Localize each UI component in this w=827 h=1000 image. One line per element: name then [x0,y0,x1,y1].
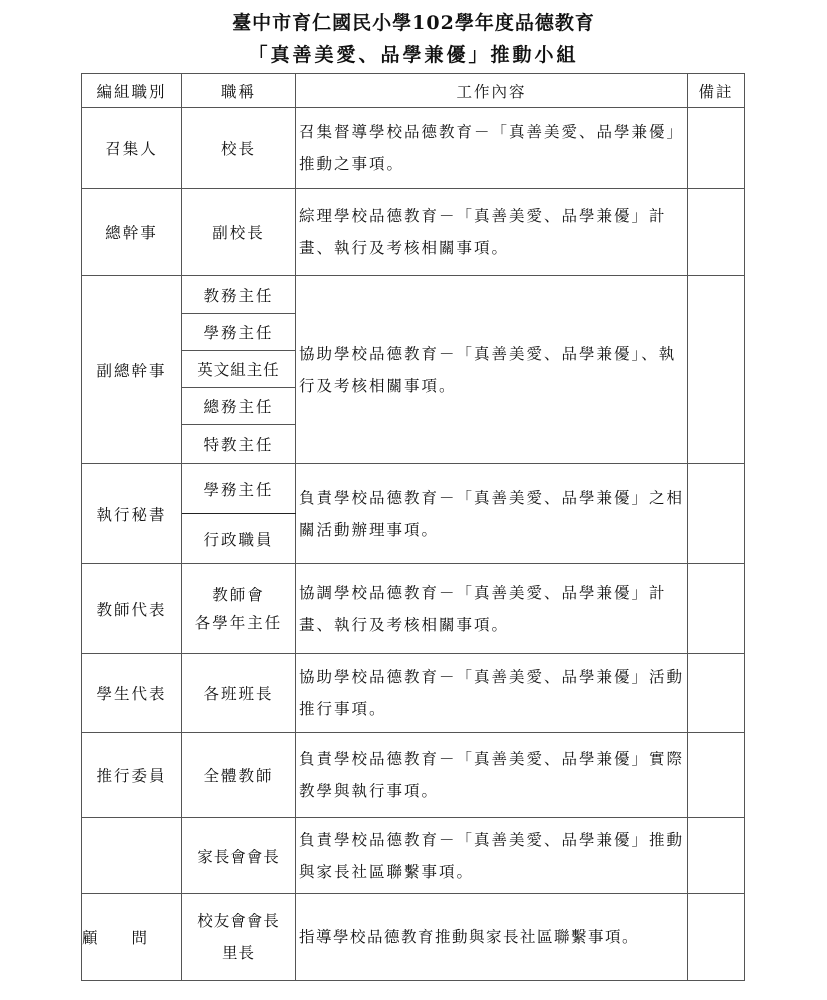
cell-title-line: 校友會會長 [197,912,280,930]
cell-remarks [688,464,745,564]
cell-title: 校長 [182,108,296,189]
table-row [82,654,745,733]
cell-title: 家長會會長 [182,818,296,894]
cell-group-role: 顧問 [82,894,182,981]
cell-group-role [82,818,182,894]
document-title-line-1: 臺中市育仁國民小學102學年度品德教育 [232,12,595,34]
cell-group-role: 執行秘書 [82,464,182,564]
cell-group-role: 教師代表 [82,564,182,654]
header-title: 職稱 [182,74,296,108]
cell-title: 全體教師 [182,733,296,818]
cell-duties: 召集督導學校品德教育－「真善美愛、品學兼優」推動之事項。 [296,108,688,189]
cell-remarks [688,654,745,733]
cell-duties: 指導學校品德教育推動與家長社區聯繫事項。 [296,894,688,981]
cell-duties: 綜理學校品德教育－「真善美愛、品學兼優」計畫、執行及考核相關事項。 [296,189,688,276]
cell-group-role: 學生代表 [82,654,182,733]
table-row [82,276,745,314]
table-header-row [82,74,745,108]
cell-title: 學務主任 [182,314,296,351]
cell-group-role: 召集人 [82,108,182,189]
table-row [82,818,745,894]
cell-duties: 協助學校品德教育－「真善美愛、品學兼優」活動推行事項。 [296,654,688,733]
cell-title: 副校長 [182,189,296,276]
table-row [82,894,745,981]
cell-duties: 協調學校品德教育－「真善美愛、品學兼優」計畫、執行及考核相關事項。 [296,564,688,654]
table-row [82,464,745,514]
cell-group-role: 推行委員 [82,733,182,818]
table-row [82,733,745,818]
cell-remarks [688,818,745,894]
cell-remarks [688,108,745,189]
cell-remarks [688,564,745,654]
cell-title: 英文組主任 [182,351,296,388]
cell-title: 教務主任 [182,276,296,314]
cell-title-line: 各學年主任 [194,613,283,632]
cell-title: 各班班長 [182,654,296,733]
cell-remarks [688,733,745,818]
table-row [82,564,745,654]
cell-duties: 協助學校品德教育－「真善美愛、品學兼優」、執行及考核相關事項。 [296,276,688,464]
cell-remarks [688,894,745,981]
cell-title: 特教主任 [182,425,296,464]
committee-table [81,73,745,981]
cell-remarks [688,189,745,276]
cell-title: 學務主任 [182,464,296,514]
cell-title [182,894,296,981]
header-duties: 工作內容 [296,74,688,108]
cell-title: 總務主任 [182,388,296,425]
cell-duties: 負責學校品德教育－「真善美愛、品學兼優」推動與家長社區聯繫事項。 [296,818,688,894]
cell-duties: 負責學校品德教育－「真善美愛、品學兼優」之相關活動辦理事項。 [296,464,688,564]
cell-duties: 負責學校品德教育－「真善美愛、品學兼優」實際教學與執行事項。 [296,733,688,818]
document-title-line-2: 「真善美愛、品學兼優」推動小組 [248,44,579,66]
table-row [82,108,745,189]
cell-title-line: 教師會 [212,585,265,604]
cell-remarks [688,276,745,464]
cell-title-line: 里長 [221,944,255,962]
cell-title [182,564,296,654]
header-group-role: 編組職別 [82,74,182,108]
header-remarks: 備註 [688,74,745,108]
table-row [82,189,745,276]
cell-title: 行政職員 [182,514,296,564]
cell-group-role: 副總幹事 [82,276,182,464]
cell-group-role: 總幹事 [82,189,182,276]
